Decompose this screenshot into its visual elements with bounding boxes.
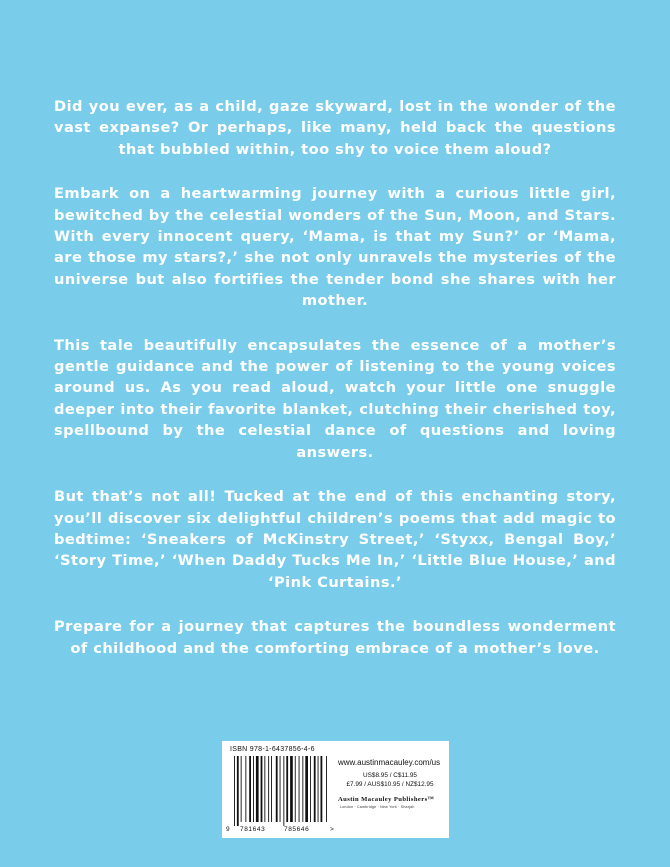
blurb-paragraph-4: But that’s not all! Tucked at the end of this enchanting story, you’ll discover six delightful children’s poems that add magic to bedtime: ‘Sneakers of McKinstry Street,’ ‘Styxx, Bengal Boy,’ ‘Story Time,’ ‘When Daddy Tucks Me In,’ ‘Little Blue House,’ and ‘Pink Curtains.’	[54, 488, 616, 591]
isbn-number: ISBN 978-1-6437856-4-6	[230, 746, 315, 753]
price-line-1: US$8.95 / C$11.95	[363, 772, 417, 779]
blurb-paragraph-5: Prepare for a journey that captures the boundless wonderment of childhood and the comforting embrace of a mother’s love.	[54, 618, 616, 657]
publisher-cities: London · Cambridge · New York · Sharjah	[340, 805, 415, 809]
blurb-paragraph-2: Embark on a heartwarming journey with a curious little girl, bewitched by the celestial wonders of the Sun, Moon, and Stars. With every innocent query, ‘Mama, is that my Sun?’ or ‘Mama, are those my stars?,’ she not only unravels the mysteries of the universe but also fortifies the tender bond she shares with her mother.	[54, 185, 616, 310]
publisher-url: www.austinmacauley.com/us	[338, 758, 441, 767]
isbn-barcode-box	[222, 741, 449, 838]
back-cover-blurb	[54, 96, 616, 682]
price-line-2: £7.99 / AUS$10.95 / NZ$12.95	[346, 780, 434, 788]
price-list	[336, 772, 444, 789]
barcode-icon	[234, 756, 329, 826]
barcode-digits-right: 785646	[284, 826, 310, 833]
blurb-paragraph-3: This tale beautifully encapsulates the essence of a mother’s gentle guidance and the power of listening to the young voices around us. As you read aloud, watch your little one snuggle deeper into their favorite blanket, clutching their cherished toy, spellbound by the celestial dance of questions and loving answers.	[54, 336, 616, 461]
blurb-paragraph-1: Did you ever, as a child, gaze skyward, lost in the wonder of the vast expanse? Or perhaps, like many, held back the questions that bubbled within, too shy to voice them aloud?	[54, 98, 616, 158]
barcode-arrow: >	[330, 826, 335, 833]
publisher-logo-text: Austin Macauley Publishers™	[338, 796, 435, 803]
barcode-digits-left: 781643	[240, 826, 266, 833]
barcode-digit-lead: 9	[226, 826, 231, 833]
